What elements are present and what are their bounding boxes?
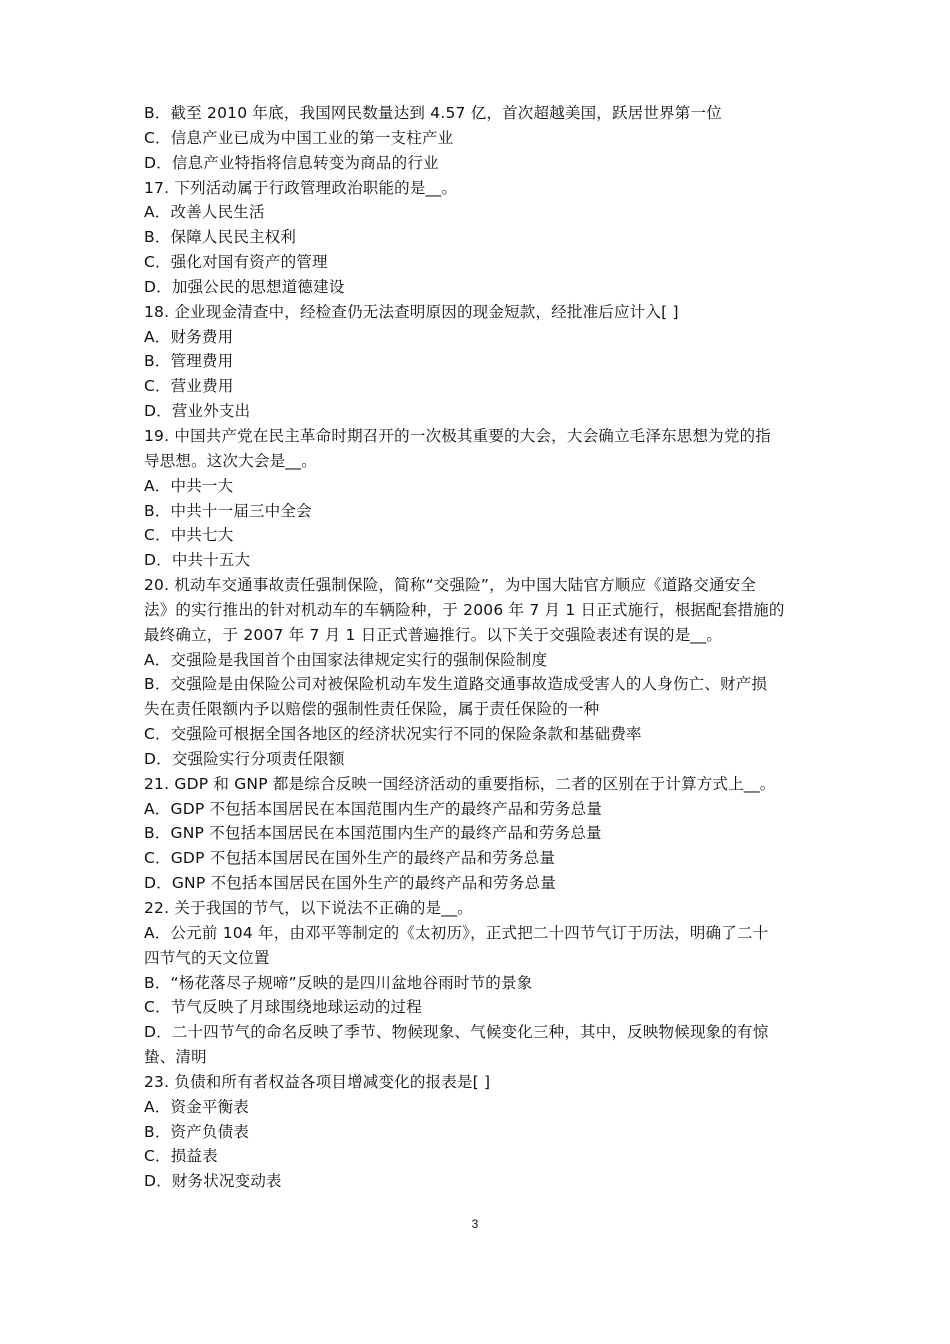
page-content — [144, 101, 812, 1194]
text-line: C．交强险可根据全国各地区的经济状况实行不同的保险条款和基础费率 — [144, 725, 642, 744]
text-line: B．“杨花落尽子规啼”反映的是四川盆地谷雨时节的景象 — [144, 973, 533, 992]
question-22: 22. 关于我国的节气，以下说法不正确的是__。 — [144, 899, 473, 917]
text-line: C．节气反映了月球围绕地球运动的过程 — [144, 998, 422, 1017]
question-18: 18. 企业现金清查中，经检查仍无法查明原因的现金短款，经批准后应计入[ ] — [144, 302, 679, 321]
text-line: 最终确立，于 2007 年 7 月 1 日正式普遍推行。以下关于交强险表述有误的是__。 — [144, 625, 723, 644]
text-line: C．信息产业已成为中国工业的第一支柱产业 — [144, 128, 454, 147]
text-line: C．中共七大 — [144, 526, 234, 545]
text-line: A．公元前 104 年，由邓平等制定的《太初历》，正式把二十四节气订于历法，明确了二十 — [144, 923, 769, 942]
text-line: A．中共一大 — [144, 476, 234, 495]
text-line: B．中共十一届三中全会 — [144, 501, 312, 520]
text-line: D．交强险实行分项责任限额 — [144, 749, 345, 768]
text-line: B．管理费用 — [144, 352, 234, 371]
question-20: 20. 机动车交通事故责任强制保险，简称“交强险”，为中国大陆官方顺应《道路交通安全 — [144, 576, 757, 595]
text-line: D．信息产业特指将信息转变为商品的行业 — [144, 153, 439, 172]
text-line: A．改善人民生活 — [144, 203, 265, 222]
question-17: 17. 下列活动属于行政管理政治职能的是__。 — [144, 178, 458, 197]
text-line: A．财务费用 — [144, 327, 234, 346]
text-line: D．GNP 不包括本国居民在国外生产的最终产品和劳务总量 — [144, 874, 556, 893]
text-line: C．营业费用 — [144, 377, 234, 396]
page-number: 3 — [471, 1217, 479, 1231]
text-line: 四节气的天文位置 — [144, 948, 270, 967]
text-line: B．截至 2010 年底，我国网民数量达到 4.57 亿，首次超越美国，跃居世界第一位 — [144, 104, 722, 122]
text-line: A．交强险是我国首个由国家法律规定实行的强制保险制度 — [144, 650, 548, 669]
text-line: D．二十四节气的命名反映了季节、物候现象、气候变化三种，其中，反映物候现象的有惊 — [144, 1023, 769, 1042]
text-line: 法》的实行推出的针对机动车的车辆险种，于 2006 年 7 月 1 日正式施行，根据配套措施的 — [144, 600, 785, 619]
text-line: B．GNP 不包括本国居民在本国范围内生产的最终产品和劳务总量 — [144, 824, 602, 843]
text-line: C．损益表 — [144, 1147, 218, 1166]
text-line: 蛰、清明 — [144, 1048, 207, 1067]
text-line: C．强化对国有资产的管理 — [144, 253, 328, 272]
text-line: 导思想。这次大会是__。 — [144, 451, 317, 470]
question-21: 21. GDP 和 GNP 都是综合反映一国经济活动的重要指标，二者的区别在于计算方式上__。 — [144, 774, 776, 793]
text-line: A．GDP 不包括本国居民在本国范围内生产的最终产品和劳务总量 — [144, 799, 603, 818]
text-line: D．财务状况变动表 — [144, 1172, 282, 1191]
text-line: D．中共十五大 — [144, 551, 251, 570]
question-23: 23. 负债和所有者权益各项目增减变化的报表是[ ] — [144, 1072, 491, 1091]
text-line: D．加强公民的思想道德建设 — [144, 277, 345, 296]
text-line: A．资金平衡表 — [144, 1097, 250, 1116]
text-line: B．交强险是由保险公司对被保险机动车发生道路交通事故造成受害人的人身伤亡、财产损 — [144, 675, 768, 694]
question-19: 19. 中国共产党在民主革命时期召开的一次极其重要的大会，大会确立毛泽东思想为党的指 — [144, 426, 771, 445]
text-line: B．资产负债表 — [144, 1122, 250, 1141]
text-line: B．保障人民民主权利 — [144, 228, 297, 247]
text-line: D．营业外支出 — [144, 402, 251, 421]
text-line: C．GDP 不包括本国居民在国外生产的最终产品和劳务总量 — [144, 849, 556, 868]
text-line: 失在责任限额内予以赔偿的强制性责任保险，属于责任保险的一种 — [144, 700, 600, 719]
